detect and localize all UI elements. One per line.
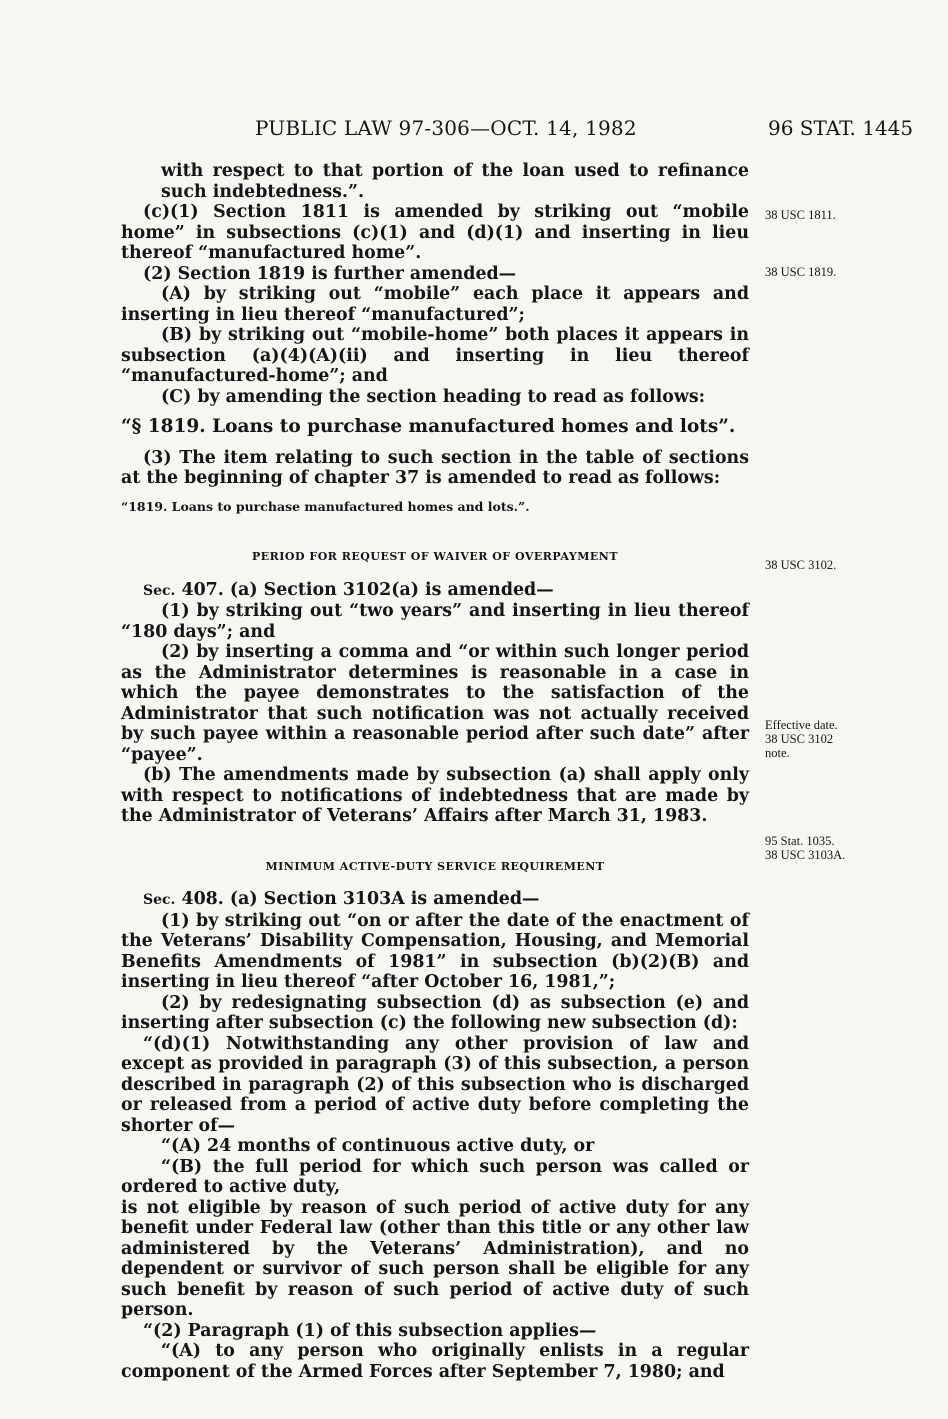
law-citation-header: PUBLIC LAW 97-306—OCT. 14, 1982 (255, 116, 637, 140)
section-408-intro (121, 889, 749, 911)
law-text-body (121, 161, 749, 1382)
paragraph: (2) Section 1819 is further amended— (143, 263, 517, 284)
paragraph: (2) by redesignating subsection (d) as subsection (e) and inserting after subsection (c) the following new subsection (d): (121, 992, 749, 1033)
heading-waiver-of-overpayment: PERIOD FOR REQUEST OF WAIVER OF OVERPAYMENT (251, 550, 619, 563)
paragraph: with respect to that portion of the loan used to refinance such indebtedness.”. (161, 161, 749, 202)
margin-line: note. (765, 746, 790, 760)
statute-page-number: 96 STAT. 1445 (768, 116, 914, 140)
sec-text: 408. (a) Section 3103A is amended— (175, 889, 540, 909)
page-header (0, 116, 948, 146)
paragraph: (2) by inserting a comma and “or within such longer period as the Administrator determines is reasonable in a case in which the payee demonstrates to the satisfaction of the Administrator that such notification was not actually received by such payee within a reasonable period after such date” after “payee”. (121, 642, 749, 765)
paragraph: (3) The item relating to such section in the table of sections at the beginning of chapter 37 is amended to read as follows: (121, 447, 749, 488)
heading-minimum-active-duty: MINIMUM ACTIVE-DUTY SERVICE REQUIREMENT (265, 859, 605, 873)
margin-line: 38 USC 3102 (765, 732, 834, 746)
margin-note-1811: 38 USC 1811. (765, 208, 836, 222)
paragraph: (C) by amending the section heading to read as follows: (161, 386, 706, 407)
margin-note-3102: 38 USC 3102. (765, 558, 837, 572)
paragraph: is not eligible by reason of such period of active duty for any benefit under Federal law (other than this title or any other law administered by the Veterans’ Administration), and no dependent or survivor of such person shall be eligible for any such benefit by reason of such period of active duty of such person. (121, 1197, 749, 1320)
margin-line: 95 Stat. 1035. (765, 834, 835, 848)
margin-note-effective-date (765, 718, 838, 760)
paragraph: “(2) Paragraph (1) of this subsection applies— (143, 1320, 597, 1341)
margin-note-1819: 38 USC 1819. (765, 265, 837, 279)
paragraph: (1) by striking out “on or after the date of the enactment of the Veterans’ Disability Compensation, Housing, and Memorial Benefits Amendments of 1981” in subsection (b)(2)(B) and inserting in lieu thereof “after October 16, 1981,”; (121, 910, 749, 992)
section-heading: “§ 1819. Loans to purchase manufactured homes and lots”. (121, 416, 736, 437)
table-item: “1819. Loans to purchase manufactured homes and lots.”. (121, 498, 530, 514)
sec-label: Sec. (143, 582, 176, 599)
paragraph: “(d)(1) Notwithstanding any other provision of law and except as provided in paragraph (3) of this subsection, a person described in paragraph (2) of this subsection who is discharged or released from a period of active duty before completing the shorter of— (121, 1033, 749, 1136)
paragraph: (B) by striking out “mobile-home” both places it appears in subsection (a)(4)(A)(ii) and inserting in lieu thereof “manufactured-home”; and (121, 325, 749, 386)
sec-text: 407. (a) Section 3102(a) is amended— (175, 579, 554, 600)
sec-label: Sec. (143, 892, 176, 908)
paragraph: (1) by striking out “two years” and inserting in lieu thereof “180 days”; and (121, 601, 749, 642)
paragraph: (c)(1) Section 1811 is amended by striking out “mobile home” in subsections (c)(1) and (d)(1) and inserting in lieu thereof “manufactured home”. (121, 202, 749, 263)
paragraph: “(B) the full period for which such person was called or ordered to active duty, (121, 1156, 749, 1197)
paragraph: (b) The amendments made by subsection (a) shall apply only with respect to notifications of indebtedness that are made by the Administrator of Veterans’ Affairs after March 31, 1983. (121, 765, 749, 826)
margin-line: Effective date. (765, 718, 838, 732)
paragraph: “(A) 24 months of continuous active duty, or (161, 1136, 595, 1156)
paragraph: “(A) to any person who originally enlists in a regular component of the Armed Forces after September 7, 1980; and (121, 1341, 749, 1382)
section-407-intro (121, 580, 749, 602)
margin-line: 38 USC 3103A. (765, 848, 846, 862)
margin-note-3103a (765, 834, 845, 862)
paragraph: (A) by striking out “mobile” each place it appears and inserting in lieu thereof “manufactured”; (121, 284, 749, 325)
